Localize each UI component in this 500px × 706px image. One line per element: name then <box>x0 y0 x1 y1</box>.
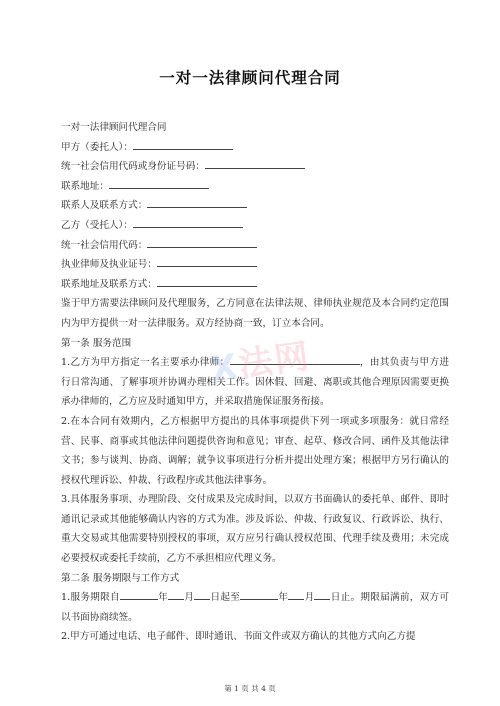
start-year-unit: 年 <box>157 592 169 604</box>
article-2-heading: 第二条 服务期限与工作方式 <box>61 572 180 584</box>
party-a-blank <box>133 140 233 150</box>
intro-paragraph: 鉴于甲方需要法律顾问及代理服务，乙方同意在法律法规、律师执业规范及本合同约定范围内为甲方提供一对一法律服务。双方经协商一致，订立本合同。 <box>61 298 449 329</box>
party-a-label: 甲方（委托人）： <box>61 141 133 153</box>
article-1-heading: 第一条 服务范围 <box>61 337 132 349</box>
watermark-letter: X <box>208 346 242 390</box>
term-mid-label: 日起至 <box>210 592 241 604</box>
term-end-label: 日止。期限届满前，双方可以书面协商续签。 <box>61 592 450 623</box>
party-b-label: 乙方（受托人）： <box>61 219 133 231</box>
party-a-contact-line <box>61 196 449 216</box>
start-month-unit: 月 <box>184 592 195 604</box>
term-start-label: 1.服务期限自 <box>61 592 120 604</box>
party-b-address-line <box>61 275 449 295</box>
document-body <box>61 118 449 647</box>
party-a-contact-blank <box>147 198 247 208</box>
party-a-address-label: 联系地址： <box>61 180 109 192</box>
party-a-id-label: 统一社会信用代码或身份证号码： <box>61 161 205 173</box>
contract-name-line: 一对一法律顾问代理合同 <box>61 122 167 133</box>
article-2-item-2: 2.甲方可通过电话、电子邮件、即时通讯、书面文件或双方确认的其他方式向乙方提 <box>61 631 416 643</box>
article-1-item-1 <box>61 353 449 412</box>
end-year-unit: 年 <box>278 592 289 604</box>
party-a-id-line <box>61 157 449 177</box>
end-month-blank <box>288 590 304 600</box>
lawyer-blank <box>157 257 257 267</box>
party-a-address-line <box>61 177 449 197</box>
page-number-footer: 第 1 页 共 4 页 <box>224 684 276 693</box>
article-1-item-2: 2.在本合同有效期内，乙方根据甲方提出的具体事项提供下列一项或多项服务：就日常经营、民事、商事或其他法律问题提供咨询和意见；审查、起草、修改合同、函件及其他法律文书；参与谈判、协商、调解；就争议事项进行分析并提出处理方案；根据甲方另行确认的授权代理诉讼、仲裁、行政程序或其他法律事务。 <box>61 415 449 486</box>
party-a-address-blank <box>109 179 209 189</box>
party-a-contact-label: 联系人及联系方式： <box>61 200 148 212</box>
article-1-item-1-rest: ，由其负责与甲方进行日常沟通、了解事项并协调办理相关工作。因休假、回避、离职或其他合理原因需要更换承办律师的，乙方应及时通知甲方，并采取措施保证服务衔接。 <box>61 357 450 408</box>
end-day-blank <box>314 590 330 600</box>
article-1-item-3: 3.具体服务事项、办理阶段、交付成果及完成时间，以双方书面确认的委托单、邮件、即时通讯记录或其他能够确认内容的方式为准。涉及诉讼、仲裁、行政复议、行政诉讼、执行、重大交易或其他需要特别授权的事项，双方应另行确认授权范围、代理手续及费用；未完成必要授权或委托手续前，乙方不承担相应代理义务。 <box>61 494 449 565</box>
party-b-address-blank <box>157 277 257 287</box>
end-month-unit: 月 <box>304 592 315 604</box>
lawyer-label: 执业律师及执业证号： <box>61 259 157 271</box>
party-b-blank <box>133 218 243 228</box>
party-b-code-blank <box>147 238 257 248</box>
start-day-blank <box>194 590 210 600</box>
party-b-line <box>61 216 449 236</box>
party-b-code-line <box>61 236 449 256</box>
end-year-blank <box>240 590 278 600</box>
article-2-item-1 <box>61 588 449 627</box>
start-year-blank <box>120 590 158 600</box>
article-1-item-1-start: 1.乙方为甲方指定一名主要承办律师： <box>61 357 230 369</box>
party-b-address-label: 联系地址及联系方式： <box>61 278 157 290</box>
lawyer-line <box>61 255 449 275</box>
watermark-text: 法网 <box>236 336 314 386</box>
document-title: 一对一法律顾问代理合同 <box>159 68 341 87</box>
party-a-id-blank <box>205 159 305 169</box>
start-month-blank <box>168 590 184 600</box>
party-a-line <box>61 138 449 158</box>
lead-lawyer-blank <box>230 355 360 365</box>
party-b-code-label: 统一社会信用代码： <box>61 239 148 251</box>
